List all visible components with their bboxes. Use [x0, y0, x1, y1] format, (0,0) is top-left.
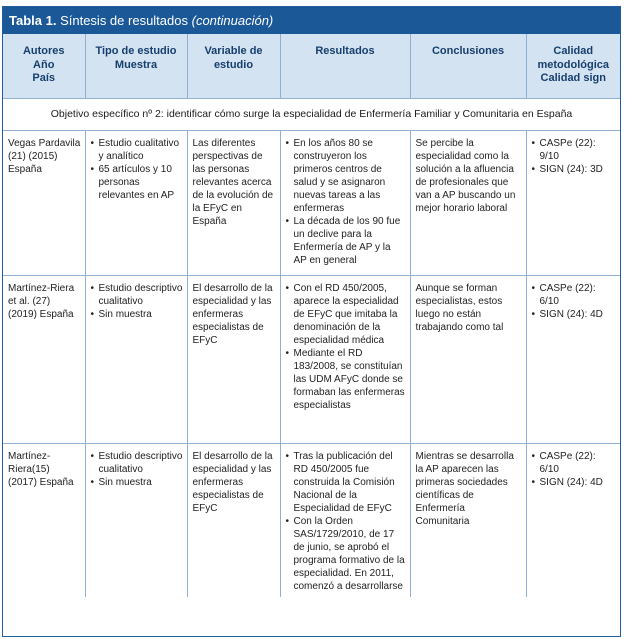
cell-study-type-list	[91, 282, 183, 321]
cell-authors: Martínez-Riera(15) (2017) España	[3, 444, 85, 598]
header-line: Año	[33, 58, 55, 71]
cell-variable: El desarrollo de la especialidad y las enfermeras especialistas de EFyC	[187, 276, 280, 444]
cell-conclusions: Mientras se desarrolla la AP aparecen las primeras sociedades científicas de Enfermería Comunitaria	[410, 444, 526, 598]
list-item: • Estudio descriptivo cualitativo	[91, 282, 183, 308]
header-line: metodológica	[537, 58, 609, 71]
list-item: • CASPe (22): 9/10	[532, 137, 617, 163]
cell-conclusions: Se percibe la especialidad como la solución a la afluencia de profesionales que van a AP buscando un mejor horario laboral	[410, 131, 526, 276]
table-title: Síntesis de resultados	[60, 13, 188, 28]
cell-authors: Martínez-Riera et al. (27) (2019) España	[3, 276, 85, 444]
header-line: Calidad sign	[540, 72, 606, 84]
list-item: • SIGN (24): 4D	[532, 476, 617, 489]
objective-text: Objetivo específico nº 2: identificar cómo surge la especialidad de Enfermería Familiar y Comunitaria en España	[3, 99, 620, 131]
table-row	[3, 276, 620, 444]
header-line: Conclusiones	[431, 45, 505, 57]
cell-quality	[526, 276, 620, 444]
list-item: • CASPe (22): 6/10	[532, 450, 617, 476]
cell-study-type-list	[91, 137, 183, 202]
cell-results	[280, 131, 410, 276]
list-item: • Estudio descriptivo cualitativo	[91, 450, 183, 476]
list-item: • Mediante el RD 183/2008, se constituían las UDM AFyC donde se formaban las enfermeras especialistas	[286, 347, 406, 412]
list-item: • CASPe (22): 6/10	[532, 282, 617, 308]
cell-quality-list	[532, 137, 617, 176]
cell-quality	[526, 131, 620, 276]
list-item: • Tras la publicación del RD 450/2005 fue construida la Comisión Nacional de la Especialidad de EFyC	[286, 450, 406, 515]
header-conclusions	[410, 34, 526, 99]
cell-results-list	[286, 450, 406, 593]
cell-results	[280, 276, 410, 444]
list-item: • La década de los 90 fue un declive para la Enfermería de AP y la AP en general	[286, 215, 406, 267]
header-authors	[3, 34, 85, 99]
objective-row	[3, 99, 620, 131]
list-item: • Estudio cualitativo y analítico	[91, 137, 183, 163]
cell-quality-list	[532, 282, 617, 321]
header-line: Muestra	[114, 58, 158, 71]
list-item: • Sin muestra	[91, 476, 183, 489]
cell-variable: Las diferentes perspectivas de las personas relevantes acerca de la evolución de la EFyC en España	[187, 131, 280, 276]
header-row	[3, 34, 620, 99]
table-frame	[2, 6, 621, 637]
cell-conclusions: Aunque se forman especialistas, estos luego no están trabajando como tal	[410, 276, 526, 444]
header-line: País	[32, 72, 56, 84]
cell-study-type-list	[91, 450, 183, 489]
header-results	[280, 34, 410, 99]
table-title-continuation: (continuación)	[191, 13, 274, 28]
table-title-bar	[3, 7, 620, 34]
cell-quality-list	[532, 450, 617, 489]
header-line: Autores	[22, 45, 65, 57]
cell-variable: El desarrollo de la especialidad y las enfermeras especialistas de EFyC	[187, 444, 280, 598]
list-item: • SIGN (24): 4D	[532, 308, 617, 321]
cell-study-type	[85, 131, 187, 276]
table-number: Tabla 1.	[9, 13, 57, 28]
results-table	[3, 34, 620, 597]
cell-authors: Vegas Pardavila (21) (2015) España	[3, 131, 85, 276]
cell-results-list	[286, 282, 406, 412]
cell-results-list	[286, 137, 406, 267]
header-line: Tipo de estudio	[95, 45, 177, 57]
list-item: • Con el RD 450/2005, aparece la especialidad de EFyC que imitaba la denominación de la especialidad médica	[286, 282, 406, 347]
header-line: estudio	[213, 58, 254, 71]
cell-results	[280, 444, 410, 598]
list-item: • Con la Orden SAS/1729/2010, de 17 de junio, se aprobó el programa formativo de la especialidad. En 2011, comenzó a desarrollarse	[286, 515, 406, 593]
header-variable	[187, 34, 280, 99]
list-item: • Sin muestra	[91, 308, 183, 321]
header-study-type	[85, 34, 187, 99]
list-item: • 65 artículos y 10 personas relevantes en AP	[91, 163, 183, 202]
table-row	[3, 444, 620, 598]
header-line: Variable de	[204, 45, 263, 57]
header-line: Calidad	[553, 45, 594, 57]
list-item: • En los años 80 se construyeron los primeros centros de salud y se asignaron nuevas tareas a las enfermeras	[286, 137, 406, 215]
list-item: • SIGN (24): 3D	[532, 163, 617, 176]
cell-study-type	[85, 276, 187, 444]
header-line: Resultados	[315, 45, 375, 57]
header-quality	[526, 34, 620, 99]
cell-quality	[526, 444, 620, 598]
table-row	[3, 131, 620, 276]
cell-study-type	[85, 444, 187, 598]
